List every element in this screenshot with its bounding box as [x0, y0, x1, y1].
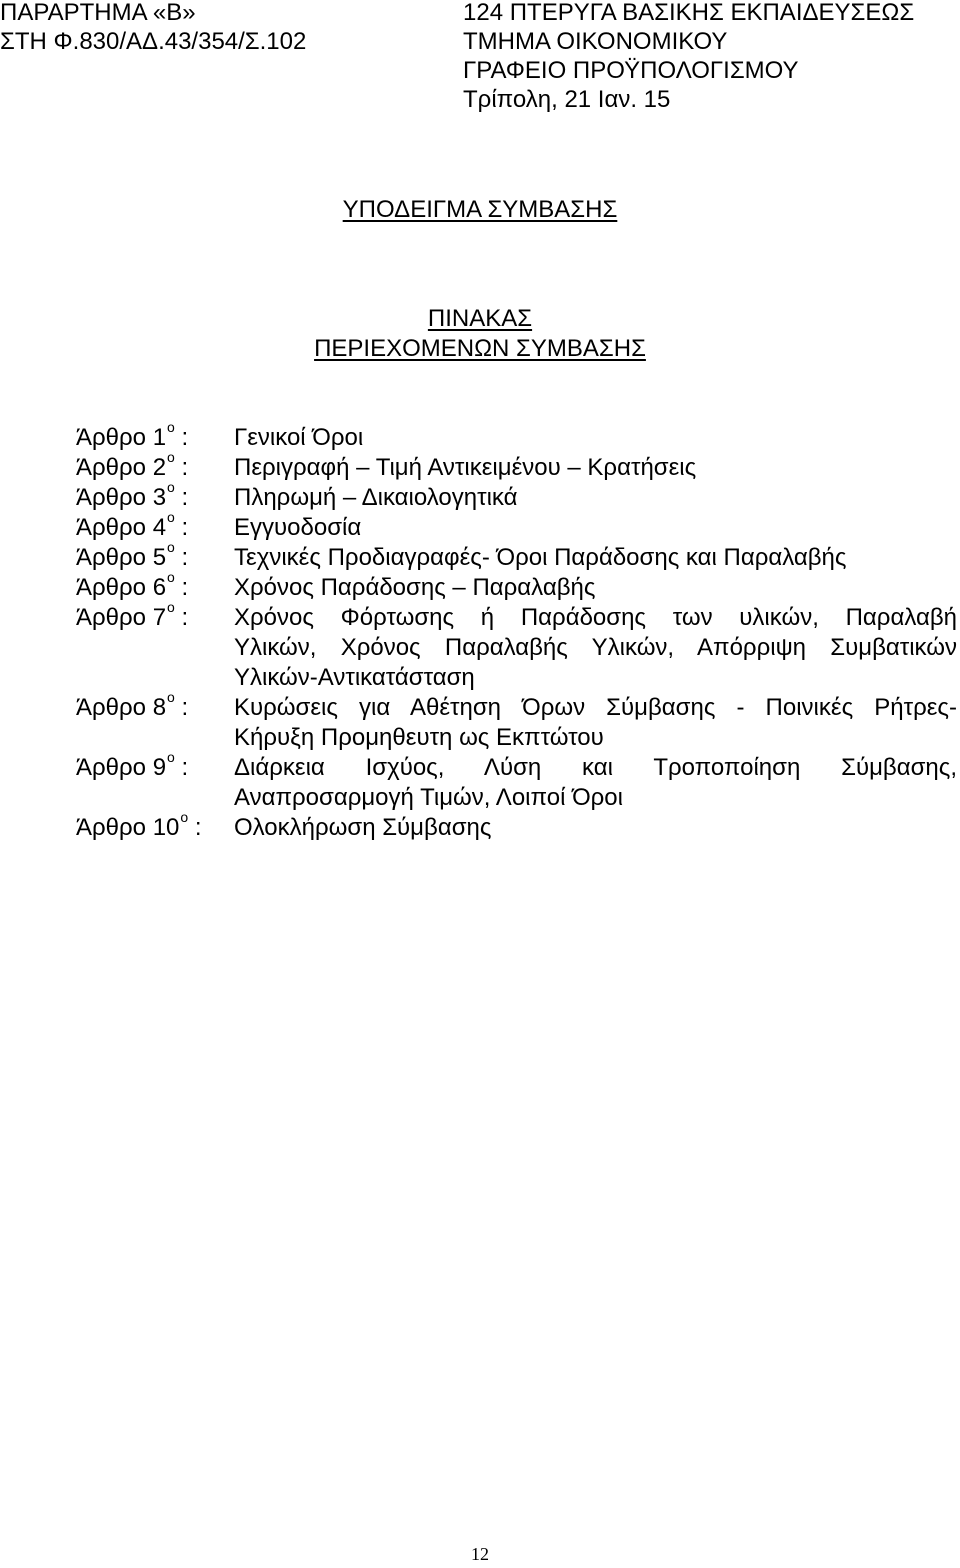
- department-name: ΤΜΗΜΑ ΟΙΚΟΝΟΜΙΚΟΥ: [463, 28, 728, 55]
- office-name: ΓΡΑΦΕΙΟ ΠΡΟΫΠΟΛΟΓΙΣΜΟΥ: [463, 57, 799, 84]
- article-title-line: Υλικών, Χρόνος Παραλαβής Υλικών, Απόρριψη Συμβατικών: [234, 634, 957, 661]
- article-number: Άρθρο 6: [76, 574, 167, 601]
- label-colon: :: [174, 454, 189, 481]
- toc-row: [0, 479, 960, 513]
- header-right-block: [463, 0, 914, 114]
- toc-row: [0, 419, 960, 453]
- article-title-line: Χρόνος Παράδοσης – Παραλαβής: [234, 574, 596, 601]
- ordinal-superscript: ο: [167, 599, 175, 615]
- toc-row: [0, 689, 960, 753]
- label-colon: :: [174, 544, 189, 571]
- article-title-line: Διάρκεια Ισχύος, Λύση και Τροποποίηση Σύμβασης,: [234, 754, 957, 781]
- ordinal-superscript: ο: [167, 509, 175, 525]
- page-number: 12: [471, 1544, 489, 1564]
- toc-title-block: [0, 304, 960, 364]
- decision-reference: ΣΤΗ Φ.830/ΑΔ.43/354/Σ.102: [0, 28, 307, 55]
- article-title-line: Αναπροσαρμογή Τιμών, Λοιποί Όροι: [234, 784, 623, 811]
- ordinal-superscript: ο: [167, 689, 175, 705]
- annex-label: ΠΑΡΑΡΤΗΜΑ «Β»: [0, 0, 196, 26]
- article-title-line: Πληρωμή – Δικαιολογητικά: [234, 484, 518, 511]
- label-colon: :: [174, 514, 189, 541]
- article-title: [234, 753, 957, 813]
- ordinal-superscript: ο: [180, 809, 189, 825]
- label-colon: :: [174, 604, 189, 631]
- label-colon: :: [174, 424, 189, 451]
- table-of-contents: [0, 419, 960, 843]
- article-number: Άρθρο 1: [76, 424, 167, 451]
- toc-row: [0, 569, 960, 603]
- article-label: [76, 749, 189, 783]
- article-title-line: Τεχνικές Προδιαγραφές- Όροι Παράδοσης και Παραλαβής: [234, 544, 847, 571]
- label-colon: :: [174, 574, 189, 601]
- toc-row: [0, 749, 960, 813]
- article-number: Άρθρο 4: [76, 514, 167, 541]
- article-title: [234, 453, 957, 483]
- article-number: Άρθρο 10: [76, 814, 180, 841]
- article-title: [234, 573, 957, 603]
- article-title: [234, 543, 957, 573]
- article-number: Άρθρο 9: [76, 754, 167, 781]
- ordinal-superscript: ο: [167, 569, 175, 585]
- toc-row: [0, 539, 960, 573]
- ordinal-superscript: ο: [167, 479, 175, 495]
- ordinal-superscript: ο: [167, 449, 175, 465]
- article-title-line: Υλικών-Αντικατάσταση: [234, 664, 475, 691]
- toc-row: [0, 809, 960, 843]
- toc-title-line-1: ΠΙΝΑΚΑΣ: [427, 305, 533, 332]
- toc-row: [0, 599, 960, 693]
- article-title-line: Γενικοί Όροι: [234, 424, 364, 451]
- label-colon: :: [174, 754, 189, 781]
- article-title-line: Περιγραφή – Τιμή Αντικειμένου – Κρατήσεις: [234, 454, 697, 481]
- article-label: [76, 599, 189, 633]
- article-title: [234, 813, 957, 843]
- toc-title-line-2: ΠΕΡΙΕΧΟΜΕΝΩΝ ΣΥΜΒΑΣΗΣ: [314, 335, 646, 362]
- article-number: Άρθρο 5: [76, 544, 167, 571]
- document-title-block: [0, 196, 960, 224]
- ordinal-superscript: ο: [167, 539, 175, 555]
- ordinal-superscript: ο: [167, 749, 175, 765]
- article-title: [234, 513, 957, 543]
- article-label: [76, 809, 202, 843]
- label-colon: :: [188, 814, 202, 841]
- article-title: [234, 483, 957, 513]
- article-title-line: Κήρυξη Προμηθευτη ως Εκπτώτου: [234, 724, 604, 751]
- article-number: Άρθρο 8: [76, 694, 167, 721]
- article-number: Άρθρο 7: [76, 604, 167, 631]
- article-title-line: Χρόνος Φόρτωσης ή Παράδοσης των υλικών, Παραλαβή: [234, 604, 957, 631]
- article-title: [234, 603, 957, 693]
- article-number: Άρθρο 3: [76, 484, 167, 511]
- ordinal-superscript: ο: [167, 419, 175, 435]
- article-title-line: Ολοκλήρωση Σύμβασης: [234, 814, 492, 841]
- label-colon: :: [174, 694, 189, 721]
- article-label: [76, 689, 189, 723]
- article-title: [234, 693, 957, 753]
- article-title-line: Εγγυοδοσία: [234, 514, 362, 541]
- place-date: Τρίπολη, 21 Ιαν. 15: [463, 86, 671, 113]
- article-number: Άρθρο 2: [76, 454, 167, 481]
- article-title-line: Κυρώσεις για Αθέτηση Όρων Σύμβασης - Ποινικές Ρήτρες-: [234, 694, 957, 721]
- label-colon: :: [174, 484, 189, 511]
- article-title: [234, 423, 957, 453]
- toc-row: [0, 509, 960, 543]
- unit-name: 124 ΠΤΕΡΥΓΑ ΒΑΣΙΚΗΣ ΕΚΠΑΙΔΕΥΣΕΩΣ: [463, 0, 915, 26]
- toc-row: [0, 449, 960, 483]
- document-title: ΥΠΟΔΕΙΓΜΑ ΣΥΜΒΑΣΗΣ: [342, 196, 618, 223]
- header-left-block: [0, 0, 306, 56]
